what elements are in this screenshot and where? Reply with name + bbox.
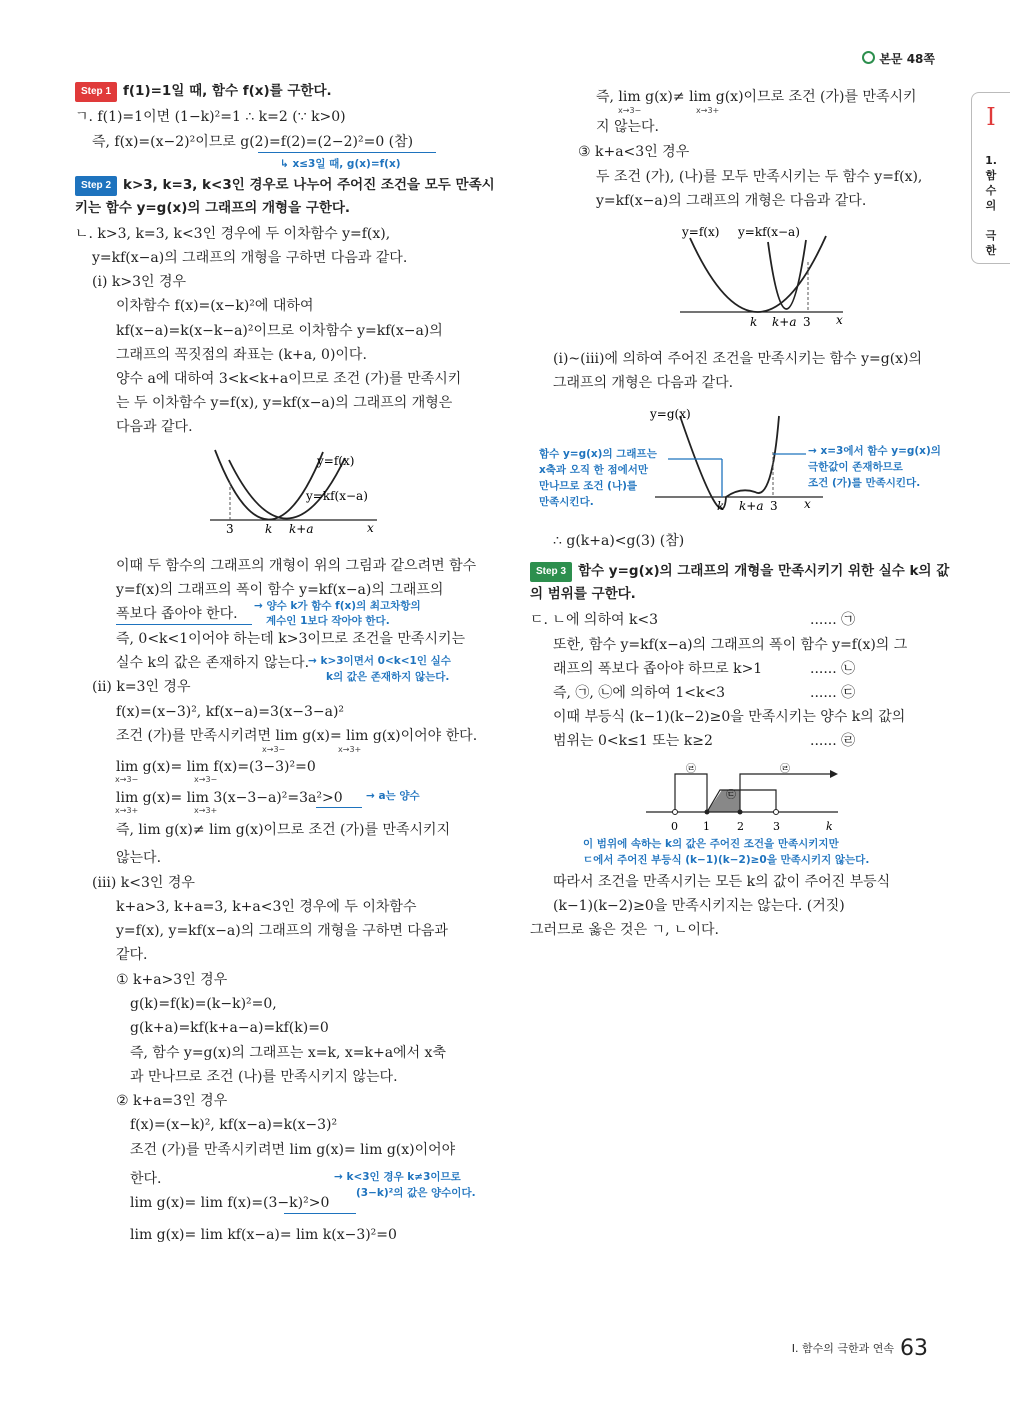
underline xyxy=(258,152,436,153)
text-line: 이차함수 f(x)=(x−k)²에 대하여 xyxy=(116,298,314,314)
annotation: 만나므로 조건 (나)를 xyxy=(539,480,638,492)
text-line: ① k+a>3인 경우 xyxy=(116,972,228,988)
text-line: 조건 (가)를 만족시키려면 lim g(x)= lim g(x)이어야 xyxy=(130,1142,456,1158)
text-line: f(x)=(x−k)², kf(x−a)=k(x−3)² xyxy=(130,1117,338,1133)
text-line: ② k+a=3인 경우 xyxy=(116,1093,228,1109)
annotation: 함수 y=g(x)의 그래프는 xyxy=(539,448,657,460)
page-reference xyxy=(862,50,935,67)
annotation: ㄷ에서 주어진 부등식 (k−1)(k−2)≥0을 만족시키지 않는다. xyxy=(583,854,870,866)
tick-3: 3 xyxy=(803,315,811,329)
step1-badge: Step 1 xyxy=(75,82,117,102)
label-kf: y=kf(x−a) xyxy=(738,225,800,239)
label-f: y=f(x) xyxy=(317,454,355,468)
text-line: g(k+a)=kf(k+a−a)=kf(k)=0 xyxy=(130,1020,329,1036)
text-line: y=f(x)의 그래프의 폭이 함수 y=kf(x−a)의 그래프의 xyxy=(116,582,444,598)
text-line: 양수 a에 대하여 3<k<k+a이므로 조건 (가)를 만족시키 xyxy=(116,371,462,387)
limit-subscript: x→3+ xyxy=(338,745,362,754)
range-k-le-1 xyxy=(675,774,707,812)
text-line: 즉, 함수 y=g(x)의 그래프는 x=k, x=k+a에서 x축 xyxy=(130,1045,446,1061)
text-line: (i)~(iii)에 의하여 주어진 조건을 만족시키는 함수 y=g(x)의 xyxy=(553,351,923,367)
step1-title: f(1)=1일 때, 함수 f(x)를 구한다. xyxy=(123,83,332,99)
range-k-ge-2 xyxy=(740,774,830,812)
marker: ...... ㉣ xyxy=(810,733,856,749)
text-line: 과 만나므로 조건 (나)를 만족시키지 않는다. xyxy=(130,1069,398,1085)
text-line: 는 두 이차함수 y=f(x), y=kf(x−a)의 그래프의 개형은 xyxy=(116,395,453,411)
annotation: 계수인 1보다 작아야 한다. xyxy=(266,615,390,627)
chapter-tab xyxy=(971,92,1010,264)
annotation: → k<3인 경우 k≠3이므로 xyxy=(334,1171,461,1183)
text-line: 즉, f(x)=(x−2)²이므로 g(2)=f(2)=(2−2)²=0 (참) xyxy=(92,134,414,150)
limit-subscript: x→3+ xyxy=(194,806,218,815)
text-line: f(x)=(x−3)², kf(x−a)=3(x−3−a)² xyxy=(116,704,345,720)
tick-3: 3 xyxy=(226,522,234,536)
text-line: 같다. xyxy=(116,947,148,963)
text-line: lim g(x)= lim 3(x−3−a)²=3a²>0 xyxy=(116,790,343,806)
annotation: 극한값이 존재하므로 xyxy=(808,461,903,473)
label-f: y=f(x) xyxy=(682,225,720,239)
step3-title: 함수 y=g(x)의 그래프의 개형을 만족시키기 위한 실수 k의 값 xyxy=(578,563,950,579)
annotation: x축과 오직 한 점에서만 xyxy=(539,464,649,476)
text-line: ㄱ. f(1)=1이면 (1−k)²=1 ∴ k=2 (∵ k>0) xyxy=(75,109,346,125)
text-line: 그래프의 개형은 다음과 같다. xyxy=(553,375,734,391)
annotation: 이 범위에 속하는 k의 값은 주어진 조건을 만족시키지만 xyxy=(583,838,839,850)
text-line: 즉, lim g(x)≠ lim g(x)이므로 조건 (가)를 만족시키지 xyxy=(116,822,451,838)
text-line: 두 조건 (가), (나)를 모두 만족시키는 두 함수 y=f(x), xyxy=(596,169,923,185)
limit-subscript: x→3− xyxy=(262,745,286,754)
text-line: 조건 (가)를 만족시키려면 lim g(x)= lim g(x)이어야 한다. xyxy=(116,728,478,744)
text-line: 범위는 0<k≤1 또는 k≥2 xyxy=(553,733,713,749)
annotation: → k>3이면서 0<k<1인 실수 xyxy=(308,655,451,667)
step2-title-cont: 키는 함수 y=g(x)의 그래프의 개형을 구한다. xyxy=(75,200,351,216)
text-line: g(k)=f(k)=(k−k)²=0, xyxy=(130,996,277,1012)
text-line: y=kf(x−a)의 그래프의 개형은 다음과 같다. xyxy=(596,193,867,209)
open-point-0 xyxy=(673,810,678,815)
marker: ...... ㉡ xyxy=(810,661,856,677)
annotation: → x=3에서 함수 y=g(x)의 xyxy=(808,445,941,457)
point-2 xyxy=(738,810,743,815)
text-line: y=f(x), y=kf(x−a)의 그래프의 개형을 구하면 다음과 xyxy=(116,923,448,939)
text-line: ③ k+a<3인 경우 xyxy=(578,144,690,160)
step3-heading xyxy=(530,562,949,582)
page-reference-text: 본문 48쪽 xyxy=(879,52,935,66)
chapter-roman: I xyxy=(986,103,996,131)
text-line: 그래프의 꼭짓점의 좌표는 (k+a, 0)이다. xyxy=(116,347,367,363)
tick-ka: k+a xyxy=(289,522,314,536)
tick-2: 2 xyxy=(737,820,744,833)
step3-badge: Step 3 xyxy=(530,562,572,582)
step2-title: k>3, k=3, k<3인 경우로 나누어 주어진 조건을 모두 만족시 xyxy=(123,177,495,193)
footer-chapter: I. 함수의 극한과 연속 xyxy=(791,1342,894,1355)
text-line: 이때 두 함수의 그래프의 개형이 위의 그림과 같으려면 함수 xyxy=(116,558,477,574)
axis-x: x xyxy=(804,497,811,511)
tick-k: k xyxy=(750,315,758,329)
underline xyxy=(316,807,362,808)
limit-subscript: x→3+ xyxy=(696,106,720,115)
tick-3: 3 xyxy=(770,499,778,513)
annotation: 조건 (가)를 만족시킨다. xyxy=(808,477,921,489)
circle-icon xyxy=(862,51,875,64)
tick-0: 0 xyxy=(671,820,678,833)
tick-1: 1 xyxy=(703,820,710,833)
text-line: kf(x−a)=k(x−k−a)²이므로 이차함수 y=kf(x−a)의 xyxy=(116,323,443,339)
number-line xyxy=(640,760,850,840)
annotation: k의 값은 존재하지 않는다. xyxy=(326,671,450,683)
text-line: 또한, 함수 y=kf(x−a)의 그래프의 폭이 함수 y=f(x)의 그 xyxy=(553,637,908,653)
annotation: ↳ x≤3일 때, g(x)=f(x) xyxy=(280,158,401,170)
text-line: ㄴ. k>3, k=3, k<3인 경우에 두 이차함수 y=f(x), xyxy=(75,226,391,242)
text-line: ∴ g(k+a)<g(3) (참) xyxy=(553,533,685,549)
annotation: (3−k)²의 값은 양수이다. xyxy=(356,1187,476,1199)
text-line: 래프의 폭보다 좁아야 하므로 k>1 xyxy=(553,661,763,677)
text-line: lim g(x)= lim kf(x−a)= lim k(x−3)²=0 xyxy=(130,1227,397,1243)
step2-heading xyxy=(75,176,495,196)
annotation: → a는 양수 xyxy=(366,790,420,802)
text-line: 그러므로 옳은 것은 ㄱ, ㄴ이다. xyxy=(530,922,719,938)
marker: ...... ㉠ xyxy=(810,612,856,628)
text-line: 한다. xyxy=(130,1171,162,1187)
label-kf: y=kf(x−a) xyxy=(306,489,368,503)
step1-heading xyxy=(75,82,332,102)
text-line: 즉, lim g(x)≠ lim g(x)이므로 조건 (가)를 만족시키 xyxy=(596,89,917,105)
region-mark: ㉣ xyxy=(686,764,696,775)
text-line: 다음과 같다. xyxy=(116,419,193,435)
tick-k: k xyxy=(265,522,273,536)
marker: ...... ㉢ xyxy=(810,685,856,701)
step2-badge: Step 2 xyxy=(75,176,117,196)
open-point-3 xyxy=(774,810,779,815)
graph-case-iii-3 xyxy=(678,222,853,330)
text-line: ㄷ. ㄴ에 의하여 k<3 xyxy=(530,612,659,628)
curve-f xyxy=(215,450,323,520)
axis-x: x xyxy=(367,521,374,535)
tick-ka: k+a xyxy=(739,499,764,513)
page-footer xyxy=(792,1336,928,1361)
graph-case-i xyxy=(205,448,385,540)
underline xyxy=(284,1213,356,1214)
region-mark: ㉣ xyxy=(780,764,790,775)
tick-k: k xyxy=(717,499,725,513)
limit-subscript: x→3+ xyxy=(115,806,139,815)
curve-g xyxy=(680,416,779,509)
text-line: 지 않는다. xyxy=(596,119,659,135)
text-line: 즉, 0<k<1이어야 하는데 k>3이므로 조건을 만족시키는 xyxy=(116,631,466,647)
arrow-head xyxy=(830,770,838,778)
limit-subscript: x→3− xyxy=(194,775,218,784)
annotation: 만족시킨다. xyxy=(539,496,594,508)
text-line: 실수 k의 값은 존재하지 않는다. xyxy=(116,655,310,671)
text-line: k+a>3, k+a=3, k+a<3인 경우에 두 이차함수 xyxy=(116,899,417,915)
text-line: 즉, ㉠, ㉡에 의하여 1<k<3 xyxy=(553,685,726,701)
page-number: 63 xyxy=(900,1336,928,1361)
text-line: (i) k>3인 경우 xyxy=(92,274,186,290)
label-g: y=g(x) xyxy=(650,407,691,421)
text-line: 않는다. xyxy=(116,850,162,866)
step3-title-cont: 의 범위를 구한다. xyxy=(530,586,636,602)
limit-subscript: x→3− xyxy=(115,775,139,784)
text-line: 따라서 조건을 만족시키는 모든 k의 값이 주어진 부등식 xyxy=(553,874,891,890)
region-mark: ㉢ xyxy=(726,790,736,801)
chapter-label: 1. 함 수 의 극 한 xyxy=(985,154,997,257)
limit-subscript: x→3− xyxy=(618,106,642,115)
text-line: y=kf(x−a)의 그래프의 개형을 구하면 다음과 같다. xyxy=(92,250,408,266)
underline xyxy=(116,624,252,625)
text-line: 이때 부등식 (k−1)(k−2)≥0을 만족시키는 양수 k의 값의 xyxy=(553,709,906,725)
text-line: lim g(x)= lim f(x)=(3−k)²>0 xyxy=(130,1195,330,1211)
text-line: 폭보다 좁아야 한다. xyxy=(116,606,238,622)
text-line: (k−1)(k−2)≥0을 만족시키지는 않는다. (거짓) xyxy=(553,898,845,914)
tick-3: 3 xyxy=(773,820,780,833)
text-line: (iii) k<3인 경우 xyxy=(92,875,195,891)
axis-x: x xyxy=(836,313,843,327)
point-1 xyxy=(705,810,710,815)
text-line: (ii) k=3인 경우 xyxy=(92,679,191,695)
annotation: → 양수 k가 함수 f(x)의 최고차항의 xyxy=(254,600,421,612)
tick-k: k xyxy=(826,820,833,833)
text-line: lim g(x)= lim f(x)=(3−3)²=0 xyxy=(116,759,316,775)
tick-ka: k+a xyxy=(772,315,797,329)
